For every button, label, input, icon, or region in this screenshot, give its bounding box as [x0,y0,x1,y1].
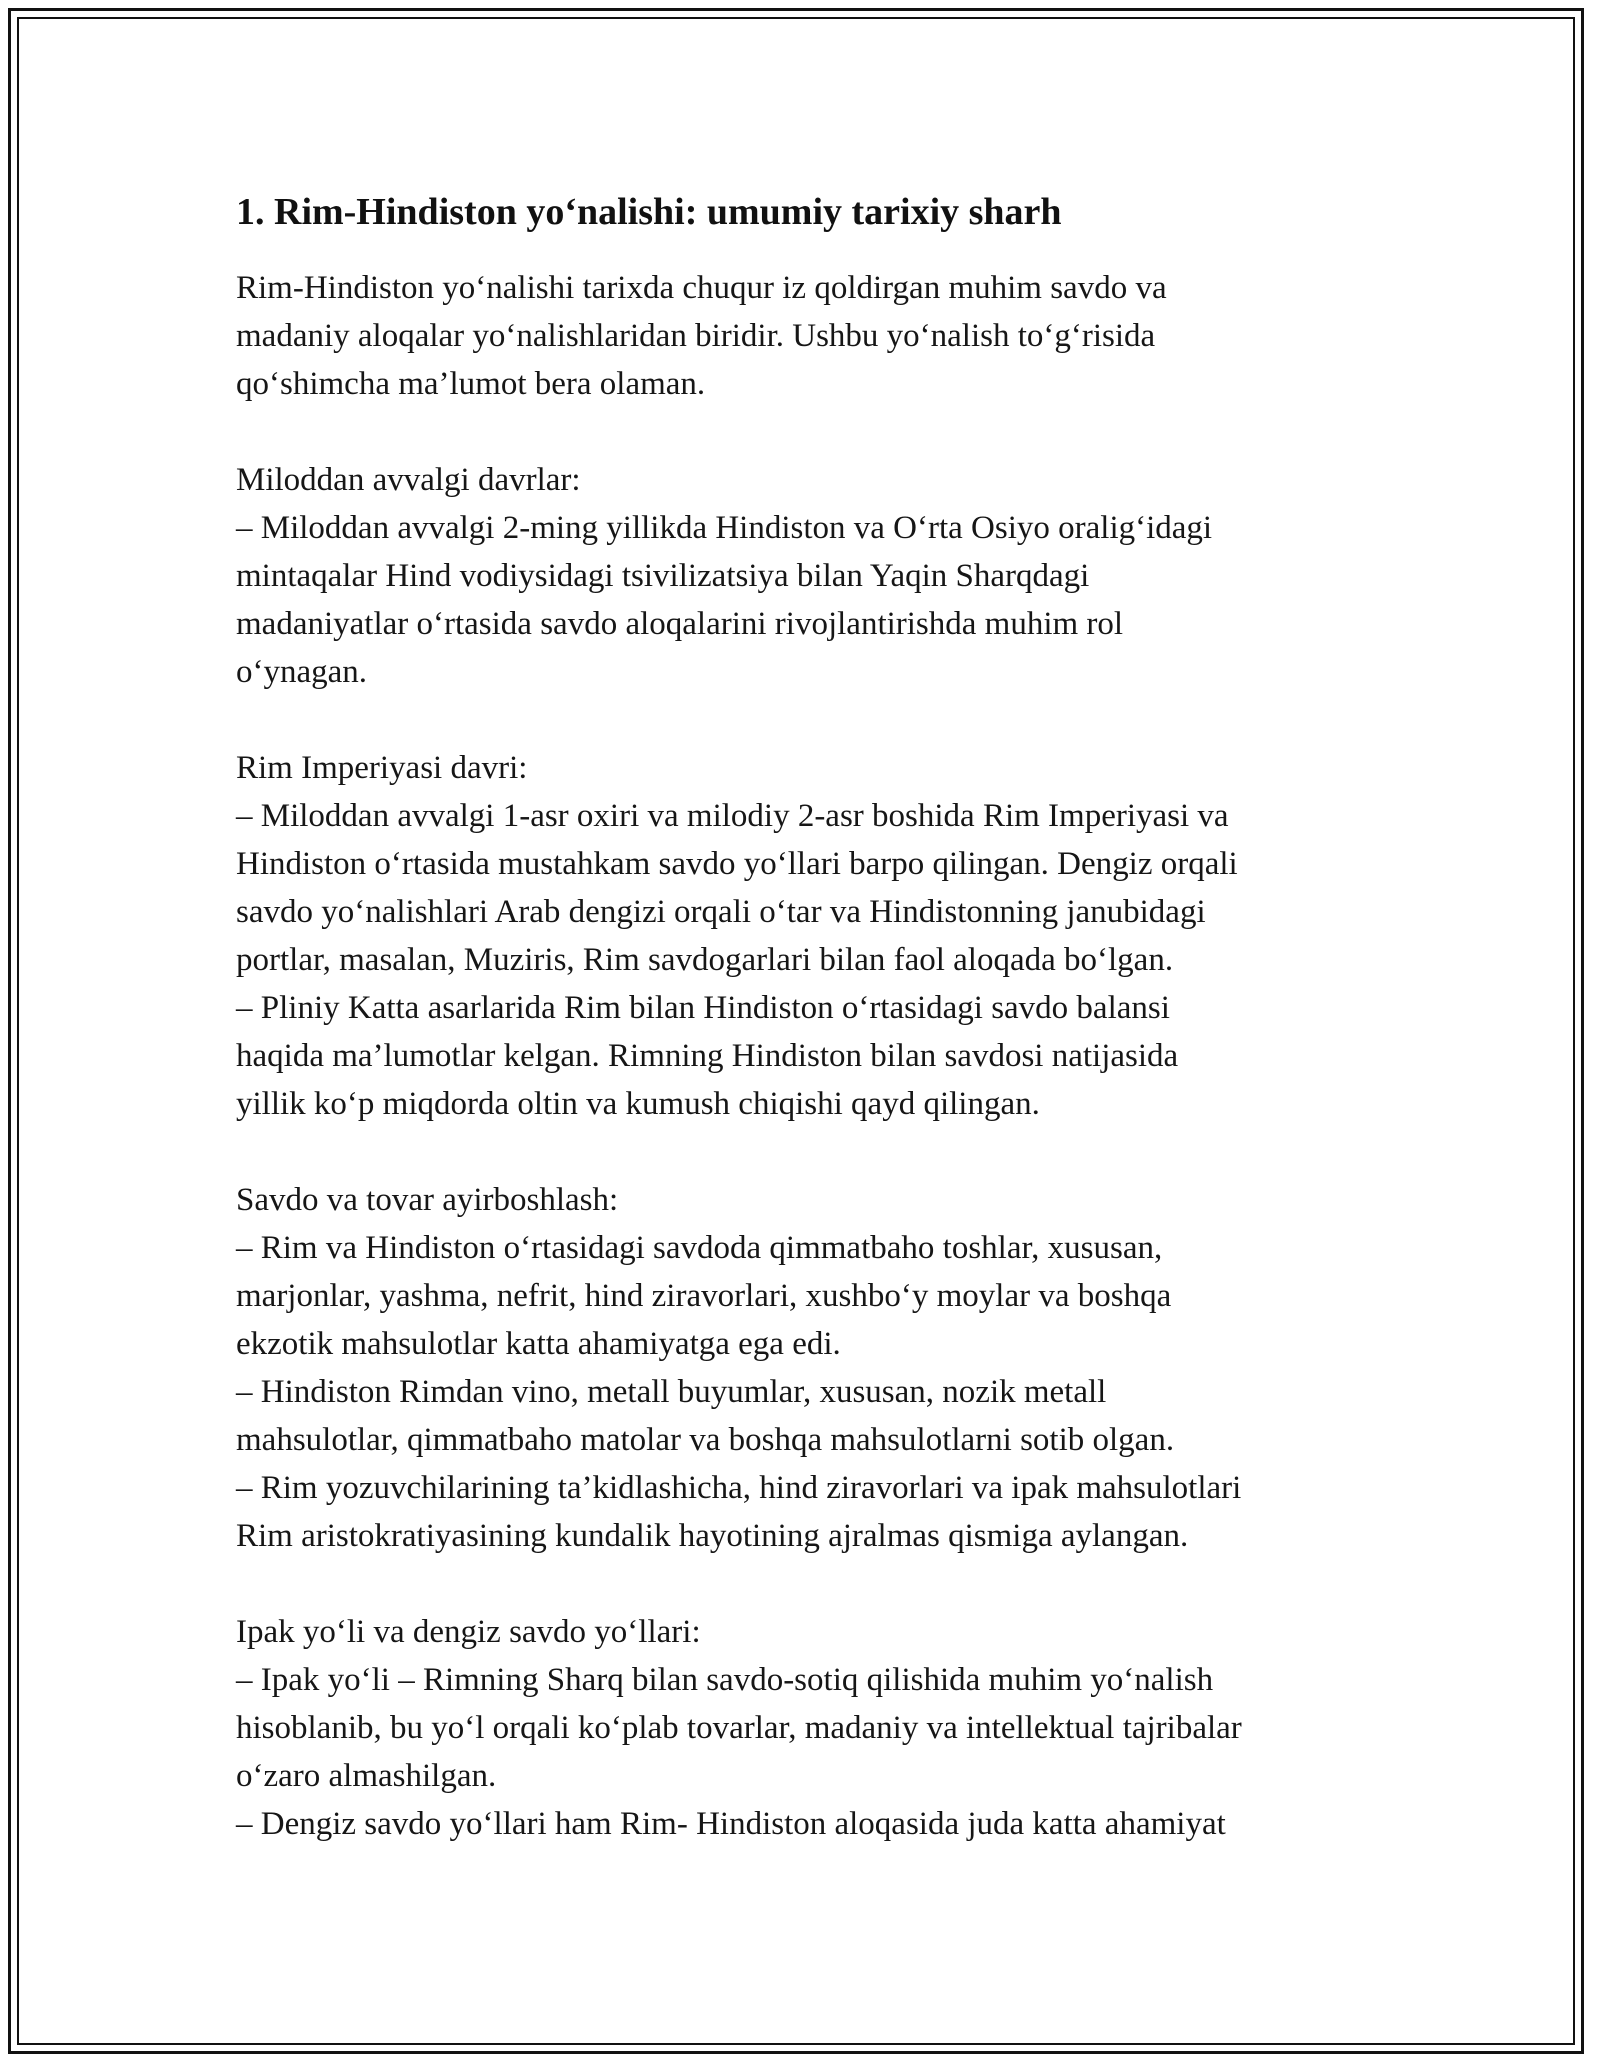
section-heading: Miloddan avvalgi davrlar: [236,462,581,498]
section-line: – Miloddan avvalgi 2-ming yillikda Hindiston va O‘rta Osiyo oralig‘idagi [236,510,1213,546]
section-line: mintaqalar Hind vodiysidagi tsivilizatsiya bilan Yaqin Sharqdagi [236,558,1090,594]
intro-line: madaniy aloqalar yo‘nalishlaridan biridir. Ushbu yo‘nalish to‘g‘risida [236,318,1156,354]
section-line: o‘ynagan. [236,654,368,690]
intro-line: qo‘shimcha ma’lumot bera olaman. [236,366,706,402]
section-line: – Pliniy Katta asarlarida Rim bilan Hindiston o‘rtasidagi savdo balansi [236,990,1170,1026]
paragraph-spacer [236,1560,1366,1608]
paragraph-spacer [236,696,1366,744]
section-line: Rim aristokratiyasining kundalik hayotining ajralmas qismiga aylangan. [236,1518,1189,1554]
section-line: ekzotik mahsulotlar katta ahamiyatga ega edi. [236,1326,841,1362]
intro-line: Rim-Hindiston yo‘nalishi tarixda chuqur iz qoldirgan muhim savdo va [236,270,1167,306]
intro-paragraph [236,264,1366,408]
section-line: savdo yo‘nalishlari Arab dengizi orqali o‘tar va Hindistonning janubidagi [236,894,1206,930]
section-heading: Rim Imperiyasi davri: [236,750,528,786]
section-line: – Dengiz savdo yo‘llari ham Rim- Hindiston aloqasida juda katta ahamiyat [236,1806,1226,1842]
section-early-periods [236,456,1366,696]
document-body [236,188,1366,1848]
section-line: haqida ma’lumotlar kelgan. Rimning Hindiston bilan savdosi natijasida [236,1038,1179,1074]
section-line: mahsulotlar, qimmatbaho matolar va boshqa mahsulotlarni sotib olgan. [236,1422,1175,1458]
section-line: – Rim va Hindiston o‘rtasidagi savdoda qimmatbaho toshlar, xususan, [236,1230,1163,1266]
section-heading: Ipak yo‘li va dengiz savdo yo‘llari: [236,1614,701,1650]
section-line: madaniyatlar o‘rtasida savdo aloqalarini rivojlantirishda muhim rol [236,606,1124,642]
section-line: Hindiston o‘rtasida mustahkam savdo yo‘llari barpo qilingan. Dengiz orqali [236,846,1238,882]
paragraph-spacer [236,408,1366,456]
section-line: – Hindiston Rimdan vino, metall buyumlar, xususan, nozik metall [236,1374,1107,1410]
section-line: – Rim yozuvchilarining ta’kidlashicha, hind ziravorlari va ipak mahsulotlari [236,1470,1242,1506]
section-line: o‘zaro almashilgan. [236,1758,497,1794]
section-line: hisoblanib, bu yo‘l orqali ko‘plab tovarlar, madaniy va intellektual tajribalar [236,1710,1242,1746]
section-line: – Ipak yo‘li – Rimning Sharq bilan savdo-sotiq qilishida muhim yo‘nalish [236,1662,1214,1698]
section-silk-road [236,1608,1366,1848]
section-line: marjonlar, yashma, nefrit, hind ziravorlari, xushbo‘y moylar va boshqa [236,1278,1172,1314]
section-line: yillik ko‘p miqdorda oltin va kumush chiqishi qayd qilingan. [236,1086,1040,1122]
paragraph-spacer [236,1128,1366,1176]
section-roman-empire [236,744,1366,1128]
section-heading: Savdo va tovar ayirboshlash: [236,1182,619,1218]
section-line: – Miloddan avvalgi 1-asr oxiri va milodiy 2-asr boshida Rim Imperiyasi va [236,798,1229,834]
document-title: 1. Rim-Hindiston yo‘nalishi: umumiy tarixiy sharh [236,191,1062,233]
section-line: portlar, masalan, Muziris, Rim savdogarlari bilan faol aloqada bo‘lgan. [236,942,1174,978]
section-trade-exchange [236,1176,1366,1560]
